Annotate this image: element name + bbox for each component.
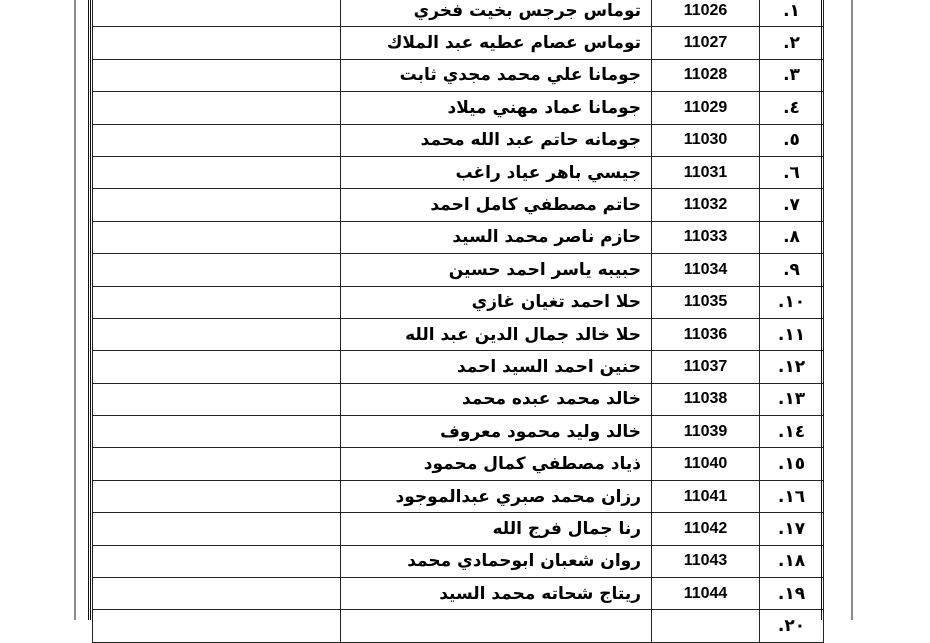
blank-cell (93, 156, 341, 188)
blank-cell (93, 254, 341, 286)
student-code: 11028 (652, 59, 760, 91)
table-row (93, 351, 824, 383)
student-name: حاتم مصطفي كامل احمد (341, 189, 652, 221)
student-code: 11032 (652, 189, 760, 221)
student-name: جومانا علي محمد مجدي ثابت (341, 59, 652, 91)
table-row (93, 578, 824, 610)
student-code: 11031 (652, 156, 760, 188)
row-number: ٣. (760, 59, 824, 91)
table-row (93, 448, 824, 480)
blank-cell (93, 59, 341, 91)
student-name: خالد محمد عبده محمد (341, 383, 652, 415)
student-name: جومانا عماد مهني ميلاد (341, 92, 652, 124)
student-code: 11033 (652, 221, 760, 253)
table-row (93, 189, 824, 221)
blank-cell (93, 124, 341, 156)
student-code: 11026 (652, 0, 760, 27)
student-code: 11034 (652, 254, 760, 286)
student-code: 11044 (652, 578, 760, 610)
student-code: 11038 (652, 383, 760, 415)
table-row (93, 545, 824, 577)
table-row (93, 92, 824, 124)
table-row (93, 286, 824, 318)
table-row (93, 0, 824, 27)
blank-cell (93, 318, 341, 350)
student-code: 11029 (652, 92, 760, 124)
row-number: ١٠. (760, 286, 824, 318)
student-code: 11043 (652, 545, 760, 577)
student-code: 11036 (652, 318, 760, 350)
row-number: ١٤. (760, 416, 824, 448)
student-name: رزان محمد صبري عبدالموجود (341, 480, 652, 512)
student-code: 11030 (652, 124, 760, 156)
table-row (93, 610, 824, 642)
student-name: جيسي باهر عياد راغب (341, 156, 652, 188)
row-number: ١٥. (760, 448, 824, 480)
row-number: ٨. (760, 221, 824, 253)
student-name: روان شعبان ابوحمادي محمد (341, 545, 652, 577)
row-number: ٩. (760, 254, 824, 286)
table-row (93, 156, 824, 188)
row-number: ٧. (760, 189, 824, 221)
blank-cell (93, 0, 341, 27)
student-name: حبيبه ياسر احمد حسين (341, 254, 652, 286)
table-row (93, 318, 824, 350)
blank-cell (93, 545, 341, 577)
blank-cell (93, 480, 341, 512)
row-number: ١٦. (760, 480, 824, 512)
page-edge-left (74, 0, 76, 620)
table-row (93, 480, 824, 512)
blank-cell (93, 92, 341, 124)
student-code: 11039 (652, 416, 760, 448)
student-name: ريتاج شحاته محمد السيد (341, 578, 652, 610)
student-name: رنا جمال فرج الله (341, 513, 652, 545)
row-number: ٦. (760, 156, 824, 188)
row-number: ١١. (760, 318, 824, 350)
student-name: توماس عصام عطيه عبد الملاك (341, 27, 652, 59)
student-name: حنين احمد السيد احمد (341, 351, 652, 383)
table-row (93, 221, 824, 253)
student-name (341, 610, 652, 642)
blank-cell (93, 448, 341, 480)
row-number: ١٧. (760, 513, 824, 545)
blank-cell (93, 578, 341, 610)
student-roster-table (92, 0, 824, 643)
roster-body (93, 0, 824, 642)
blank-cell (93, 351, 341, 383)
student-name: حلا خالد جمال الدين عبد الله (341, 318, 652, 350)
student-name: حلا احمد تغيان غازي (341, 286, 652, 318)
table-row (93, 59, 824, 91)
student-name: توماس جرجس بخيت فخري (341, 0, 652, 27)
row-number: ٤. (760, 92, 824, 124)
blank-cell (93, 189, 341, 221)
student-code: 11042 (652, 513, 760, 545)
row-number: ٥. (760, 124, 824, 156)
student-code (652, 610, 760, 642)
row-number: ١٣. (760, 383, 824, 415)
student-code: 11040 (652, 448, 760, 480)
student-code: 11037 (652, 351, 760, 383)
page-edge-right (851, 0, 853, 620)
table-row (93, 254, 824, 286)
blank-cell (93, 416, 341, 448)
blank-cell (93, 383, 341, 415)
student-code: 11041 (652, 480, 760, 512)
student-name: حازم ناصر محمد السيد (341, 221, 652, 253)
student-name: جومانه حاتم عبد الله محمد (341, 124, 652, 156)
student-name: ذياد مصطفي كمال محمود (341, 448, 652, 480)
student-code: 11027 (652, 27, 760, 59)
blank-cell (93, 286, 341, 318)
blank-cell (93, 513, 341, 545)
row-number: ١٢. (760, 351, 824, 383)
table-row (93, 27, 824, 59)
student-code: 11035 (652, 286, 760, 318)
row-number: ١. (760, 0, 824, 27)
table-row (93, 416, 824, 448)
blank-cell (93, 610, 341, 642)
row-number: ١٩. (760, 578, 824, 610)
blank-cell (93, 221, 341, 253)
student-name: خالد وليد محمود معروف (341, 416, 652, 448)
row-number: ٢٠. (760, 610, 824, 642)
table-row (93, 513, 824, 545)
row-number: ١٨. (760, 545, 824, 577)
table-row (93, 383, 824, 415)
table-row (93, 124, 824, 156)
row-number: ٢. (760, 27, 824, 59)
blank-cell (93, 27, 341, 59)
